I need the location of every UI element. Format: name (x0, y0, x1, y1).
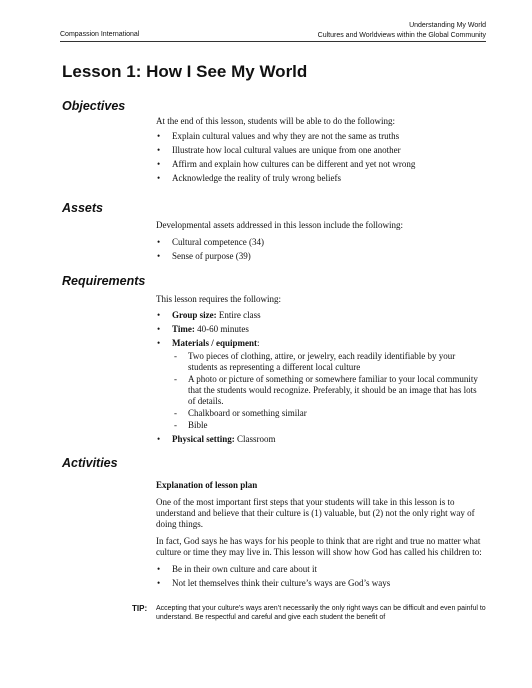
activities-paragraph: In fact, God says he has ways for his people to think that are right and true no matter what culture or time they may live in. This lesson will show how God has called his children to: (156, 536, 482, 557)
objectives-list (156, 131, 486, 184)
requirements-heading: Requirements (62, 274, 146, 288)
tip-label: TIP: (132, 604, 148, 613)
material-item: - A photo or picture of something or somewhere familiar to your local community that the students would recognize. Preferably, it should be an image that has lots of details. (172, 374, 486, 407)
lesson-title: Lesson 1: How I See My World (62, 62, 308, 81)
activities-section (156, 480, 486, 592)
header-course-title (318, 21, 486, 41)
objective-item: • Illustrate how local cultural values are unique from one another (156, 145, 486, 156)
assets-heading: Assets (62, 201, 103, 215)
requirement-group-size: • Group size: Entire class (156, 310, 486, 321)
activities-list (156, 564, 486, 589)
tip-text: Accepting that your culture’s ways aren’t necessarily the only right ways can be difficult and even painful to understand. Be respectful and careful and give each student the benefit of (156, 605, 486, 621)
assets-section (156, 220, 486, 265)
requirements-list (156, 310, 486, 445)
activities-heading: Activities (62, 456, 118, 470)
requirement-materials: • Materials / equipment: - Two pieces of clothing, attire, or jewelry, each readily identifiable by your students as representing a different local culture - A photo or picture of something or somewhere familiar to your local community that the students would recognize. Preferably, it should be an image that has lots of details. - Chalkboard or something similar - Bible (156, 338, 486, 431)
objective-item: • Explain cultural values and why they are not the same as truths (156, 131, 486, 142)
materials-list (172, 351, 486, 431)
activities-subheading: Explanation of lesson plan (156, 480, 258, 490)
asset-item: • Sense of purpose (39) (156, 251, 486, 262)
material-item: - Chalkboard or something similar (172, 408, 486, 419)
header-organization: Compassion International (60, 31, 140, 38)
header-divider (60, 41, 486, 42)
objective-item: • Acknowledge the reality of truly wrong beliefs (156, 173, 486, 184)
assets-intro: Developmental assets addressed in this lesson include the following: (156, 220, 403, 230)
requirement-setting: • Physical setting: Classroom (156, 434, 486, 445)
requirements-section (156, 294, 486, 448)
material-item: - Two pieces of clothing, attire, or jewelry, each readily identifiable by your students as representing a different local culture (172, 351, 486, 373)
assets-list (156, 237, 486, 262)
header-course-subtitle: Cultures and Worldviews within the Global Community (317, 32, 486, 39)
objective-item: • Affirm and explain how cultures can be different and yet not wrong (156, 159, 486, 170)
requirement-time: • Time: 40-60 minutes (156, 324, 486, 335)
material-item: - Bible (172, 420, 486, 431)
asset-item: • Cultural competence (34) (156, 237, 486, 248)
activities-paragraph: One of the most important first steps that your students will take in this lesson is to understand and believe that their culture is (1) valuable, but (2) not the only right way of doing things. (156, 497, 475, 529)
requirements-intro: This lesson requires the following: (156, 294, 281, 304)
activity-item: • Not let themselves think their culture’s ways are God’s ways (156, 578, 486, 589)
objectives-intro: At the end of this lesson, students will be able to do the following: (156, 116, 395, 126)
activity-item: • Be in their own culture and care about it (156, 564, 486, 575)
objectives-heading: Objectives (62, 99, 126, 113)
objectives-section (156, 116, 486, 187)
header-course-name: Understanding My World (409, 22, 486, 29)
